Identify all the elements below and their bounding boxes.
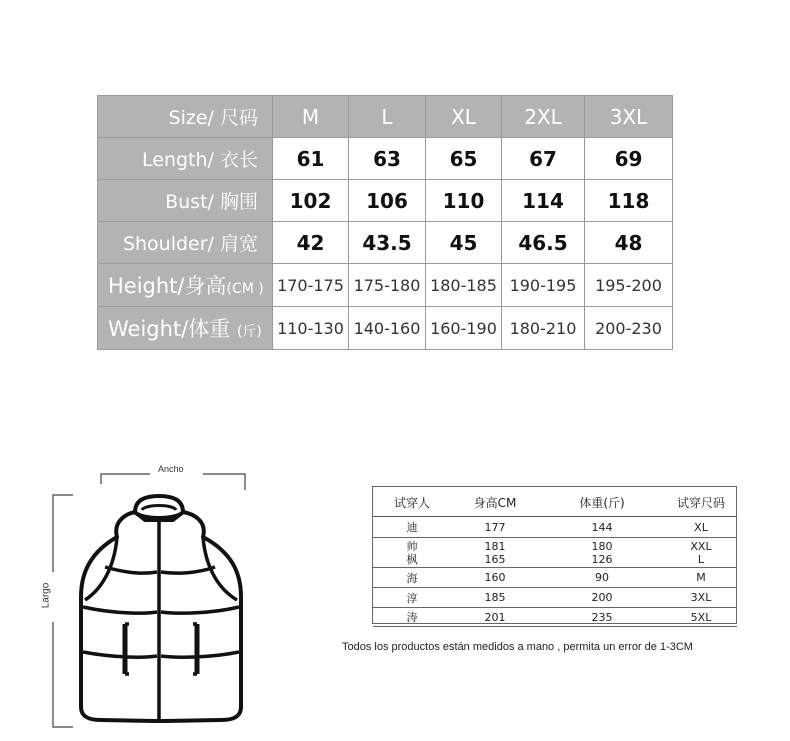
- height-row: [98, 264, 673, 307]
- tryon-name-pair: [373, 538, 451, 568]
- tryon-height-pair: [451, 538, 539, 568]
- tryon-header-cell: 身高CM: [451, 488, 539, 517]
- size-header-cell: 3XL: [585, 96, 673, 138]
- weight-unit: (斤): [236, 324, 262, 340]
- length-label: Largo: [40, 582, 52, 609]
- tryon-size: M: [665, 568, 737, 588]
- table-cell: 195-200: [585, 264, 673, 307]
- table-cell: 110-130: [273, 307, 349, 350]
- size-chart-table: [97, 95, 673, 350]
- table-cell: 42: [273, 222, 349, 264]
- table-cell: 180-210: [502, 307, 585, 350]
- table-row: [373, 517, 737, 538]
- tryon-name: 海: [373, 568, 451, 588]
- tryon-size: XL: [665, 517, 737, 538]
- length-row: [98, 138, 673, 180]
- tryon-size: 3XL: [665, 588, 737, 608]
- tryon-name: 迪: [373, 517, 451, 538]
- size-header-cell: L: [349, 96, 426, 138]
- table-cell: 69: [585, 138, 673, 180]
- tryon-height: 160: [451, 568, 539, 588]
- shoulder-row: [98, 222, 673, 264]
- height-label-text: Height/身高: [108, 274, 227, 298]
- tryon-header-cell: 体重(斤): [539, 488, 665, 517]
- tryon-name: 涛: [373, 608, 451, 627]
- table-cell: 110: [426, 180, 502, 222]
- tryon-header-cell: 试穿人: [373, 488, 451, 517]
- tryon-size: XXL: [690, 539, 712, 553]
- tryon-weight: 180: [591, 539, 613, 553]
- vest-diagram: [40, 462, 265, 737]
- table-cell: 106: [349, 180, 426, 222]
- weight-row: [98, 307, 673, 350]
- vest-shape: [81, 496, 241, 721]
- tryon-weight: 126: [591, 552, 613, 566]
- shoulder-label: Shoulder/ 肩宽: [98, 222, 273, 264]
- table-row: [373, 538, 737, 568]
- size-header-row: [98, 96, 673, 138]
- tryon-height: 181: [484, 539, 506, 553]
- tryon-weight: 144: [539, 517, 665, 538]
- table-cell: 114: [502, 180, 585, 222]
- weight-label-text: Weight/体重: [108, 317, 231, 341]
- measurement-note: Todos los productos están medidos a mano , permita un error de 1-3CM: [342, 641, 693, 653]
- width-dimension-line: [101, 474, 245, 490]
- table-row: [373, 568, 737, 588]
- table-cell: 175-180: [349, 264, 426, 307]
- table-cell: 43.5: [349, 222, 426, 264]
- table-row: [373, 608, 737, 627]
- table-cell: 200-230: [585, 307, 673, 350]
- tryon-size: 5XL: [665, 608, 737, 627]
- height-unit: (CM ): [226, 281, 264, 297]
- size-header-label: Size/ 尺码: [98, 96, 273, 138]
- tryon-height: 185: [451, 588, 539, 608]
- size-header-cell: XL: [426, 96, 502, 138]
- table-cell: 190-195: [502, 264, 585, 307]
- size-header-cell: 2XL: [502, 96, 585, 138]
- tryon-weight: 90: [539, 568, 665, 588]
- weight-label: [98, 307, 273, 350]
- table-cell: 160-190: [426, 307, 502, 350]
- vest-illustration: [45, 462, 265, 737]
- tryon-header-row: [373, 488, 737, 517]
- table-cell: 180-185: [426, 264, 502, 307]
- table-cell: 118: [585, 180, 673, 222]
- bust-row: [98, 180, 673, 222]
- tryon-table: [373, 488, 737, 627]
- tryon-weight: 235: [539, 608, 665, 627]
- tryon-weight: 200: [539, 588, 665, 608]
- tryon-size: L: [697, 552, 705, 566]
- tryon-name: 帅: [406, 539, 418, 553]
- length-dimension-line: [53, 495, 73, 727]
- tryon-name: 枫: [406, 552, 418, 566]
- table-cell: 48: [585, 222, 673, 264]
- table-cell: 45: [426, 222, 502, 264]
- tryon-size-pair: [665, 538, 737, 568]
- tryon-height: 177: [451, 517, 539, 538]
- table-cell: 170-175: [273, 264, 349, 307]
- bust-label: Bust/ 胸围: [98, 180, 273, 222]
- table-cell: 65: [426, 138, 502, 180]
- table-cell: 46.5: [502, 222, 585, 264]
- tryon-header-cell: 试穿尺码: [665, 488, 737, 517]
- tryon-height: 165: [484, 552, 506, 566]
- tryon-name: 淳: [373, 588, 451, 608]
- table-cell: 140-160: [349, 307, 426, 350]
- table-row: [373, 588, 737, 608]
- length-label: Length/ 衣长: [98, 138, 273, 180]
- size-header-cell: M: [273, 96, 349, 138]
- tryon-height: 201: [451, 608, 539, 627]
- table-cell: 102: [273, 180, 349, 222]
- table-cell: 61: [273, 138, 349, 180]
- height-label: [98, 264, 273, 307]
- width-label: Ancho: [158, 464, 184, 474]
- table-cell: 67: [502, 138, 585, 180]
- table-cell: 63: [349, 138, 426, 180]
- tryon-weight-pair: [539, 538, 665, 568]
